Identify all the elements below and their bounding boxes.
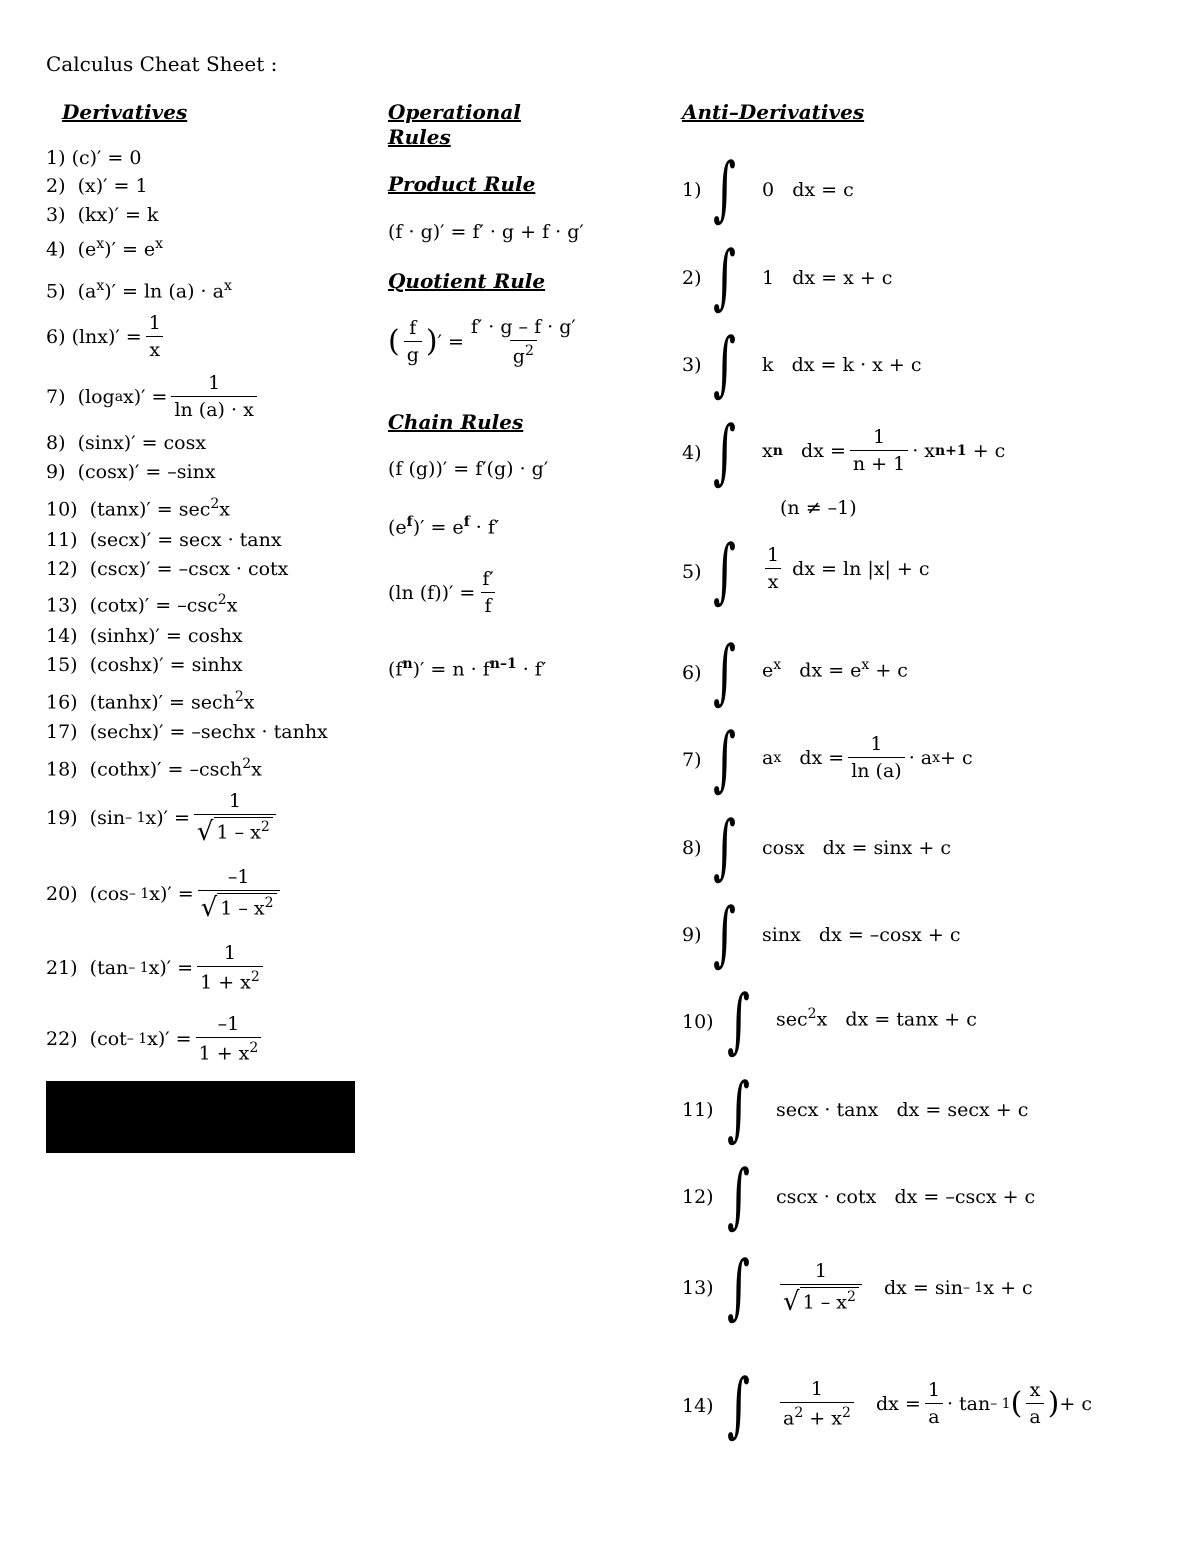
integral-sign-icon: ∫ — [713, 148, 736, 230]
operational-header: Operational — [388, 100, 521, 124]
page-title: Calculus Cheat Sheet : — [46, 52, 278, 76]
derivative-15: 15) (coshx)′ = sinhx — [46, 654, 243, 676]
antideriv-14-number: 14) — [682, 1395, 714, 1417]
integral-sign-icon: ∫ — [713, 530, 736, 612]
integral-sign-icon: ∫ — [727, 1155, 750, 1237]
derivative-1: 1) (c)′ = 0 — [46, 147, 142, 169]
antideriv-1: 0 dx = c — [762, 179, 854, 201]
integral-sign-icon: ∫ — [727, 1068, 750, 1150]
antideriv-8: cosx dx = sinx + c — [762, 837, 951, 859]
integral-sign-icon: ∫ — [727, 1246, 750, 1328]
antiderivatives-header: Anti–Derivatives — [682, 100, 865, 124]
antideriv-6: $e^x$ dx = $e^x + c$ — [762, 657, 908, 682]
antideriv-1-number: 1) — [682, 179, 702, 201]
derivative-20: 20) (cos – 1 x)′ = –1 √ $1 - x^2$ — [46, 866, 284, 921]
integral-sign-icon: ∫ — [713, 806, 736, 888]
derivative-12: 12) (cscx)′ = –cscx · cotx — [46, 558, 289, 580]
antideriv-7: a x dx = $\frac{1}{\ln (a)}$ · a x + c — [762, 733, 973, 782]
derivative-9: 9) (cosx)′ = –sinx — [46, 461, 216, 483]
chain-rule-2: $(e^f)' = e^f \cdot f'$ — [388, 514, 500, 539]
derivative-17: 17) (sechx)′ = –sechx · tanhx — [46, 721, 328, 743]
antideriv-4: x n dx = $\frac{1}{n + 1}$ · x n+1 + c — [762, 426, 1006, 475]
operational-header-2: Rules — [388, 125, 451, 149]
derivative-2: 2) (x)′ = 1 — [46, 175, 148, 197]
derivative-11: 11) (secx)′ = secx · tanx — [46, 529, 282, 551]
chain-rule-4: $(f^n)' = n \cdot f^{n-1} \cdot f'$ — [388, 656, 547, 681]
derivative-10: 10) $(\tan x)' = \sec^2x$ — [46, 496, 231, 521]
antideriv-12: cscx · cotx dx = –cscx + c — [776, 1186, 1036, 1208]
antideriv-3: k dx = k · x + c — [762, 354, 922, 376]
antideriv-3-number: 3) — [682, 354, 702, 376]
chain-rule-3: (ln (f))′ = $\frac{f'}{f}$ — [388, 568, 494, 617]
antideriv-13: 1 √ $1 - x^2$ dx = sin – 1 x + c — [776, 1260, 1033, 1315]
quotient-rule-title: Quotient Rule — [388, 269, 546, 293]
derivative-7: 7) (log a x)′ = $\frac{1}{\ln (a) \cdot x}$ — [46, 372, 261, 421]
derivative-5: 5) $(a^x)' = \ln (a) \cdot a^x$ — [46, 278, 232, 303]
antideriv-10: $\sec^2x$ dx = tanx + c — [776, 1006, 977, 1031]
integral-sign-icon: ∫ — [713, 411, 736, 493]
chain-rules-title: Chain Rules — [388, 410, 524, 434]
integral-sign-icon: ∫ — [727, 980, 750, 1062]
antideriv-12-number: 12) — [682, 1186, 714, 1208]
derivative-22: 22) (cot – 1 x)′ = $\frac{-1}{1 + x^2}$ — [46, 1013, 265, 1064]
antideriv-11-number: 11) — [682, 1099, 714, 1121]
antideriv-13-number: 13) — [682, 1277, 714, 1299]
derivative-8: 8) (sinx)′ = cosx — [46, 432, 207, 454]
integral-sign-icon: ∫ — [713, 323, 736, 405]
derivative-4: 4) $(e^x)' = e^x$ — [46, 236, 164, 261]
antideriv-4-note: (n ≠ –1) — [780, 497, 857, 519]
antideriv-9: sinx dx = –cosx + c — [762, 924, 961, 946]
quotient-rule: ( $\frac{f}{g}$ ) ′ = $\frac{f' \cdot g - f \cdot g'}{g^2}$ — [388, 316, 576, 368]
antideriv-5-number: 5) — [682, 561, 702, 583]
antideriv-6-number: 6) — [682, 662, 702, 684]
antideriv-2-number: 2) — [682, 267, 702, 289]
antideriv-2: 1 dx = x + c — [762, 267, 893, 289]
chain-rule-1: (f (g))′ = f′(g) · g′ — [388, 458, 549, 480]
integral-sign-icon: ∫ — [713, 236, 736, 318]
antideriv-8-number: 8) — [682, 837, 702, 859]
derivatives-header: Derivatives — [62, 100, 188, 124]
antideriv-9-number: 9) — [682, 924, 702, 946]
integral-sign-icon: ∫ — [727, 1364, 750, 1446]
antideriv-14: $\frac{1}{a^2 + x^2}$ dx = $\frac{1}{a}$ · tan – 1 ( $\frac{x}{a}$ ) + c — [776, 1378, 1092, 1429]
antideriv-4-number: 4) — [682, 442, 702, 464]
antideriv-11: secx · tanx dx = secx + c — [776, 1099, 1029, 1121]
integral-sign-icon: ∫ — [713, 893, 736, 975]
product-rule: (f · g)′ = f′ · g + f · g′ — [388, 221, 584, 243]
antideriv-7-number: 7) — [682, 749, 702, 771]
antideriv-10-number: 10) — [682, 1011, 714, 1033]
redacted-block — [46, 1081, 355, 1153]
derivative-21: 21) (tan – 1 x)′ = $\frac{1}{1 + x^2}$ — [46, 942, 267, 993]
derivative-14: 14) (sinhx)′ = coshx — [46, 625, 243, 647]
integral-sign-icon: ∫ — [713, 718, 736, 800]
product-rule-title: Product Rule — [388, 172, 536, 196]
antideriv-5: $\frac{1}{x}$ dx = ln |x| + c — [760, 544, 930, 593]
derivative-19: 19) (sin – 1 x)′ = 1 √ $1 - x^2$ — [46, 790, 280, 845]
derivative-3: 3) (kx)′ = k — [46, 204, 159, 226]
integral-sign-icon: ∫ — [713, 631, 736, 713]
derivative-13: 13) $(\cot x)' = -\csc^2x$ — [46, 592, 238, 617]
derivative-16: 16) (tanhx)′ = sech$^2$x — [46, 689, 255, 714]
derivative-6: 6) (lnx)′ = $\frac{1}{x}$ — [46, 312, 168, 361]
derivative-18: 18) (cothx)′ = –csch$^2$x — [46, 756, 262, 781]
